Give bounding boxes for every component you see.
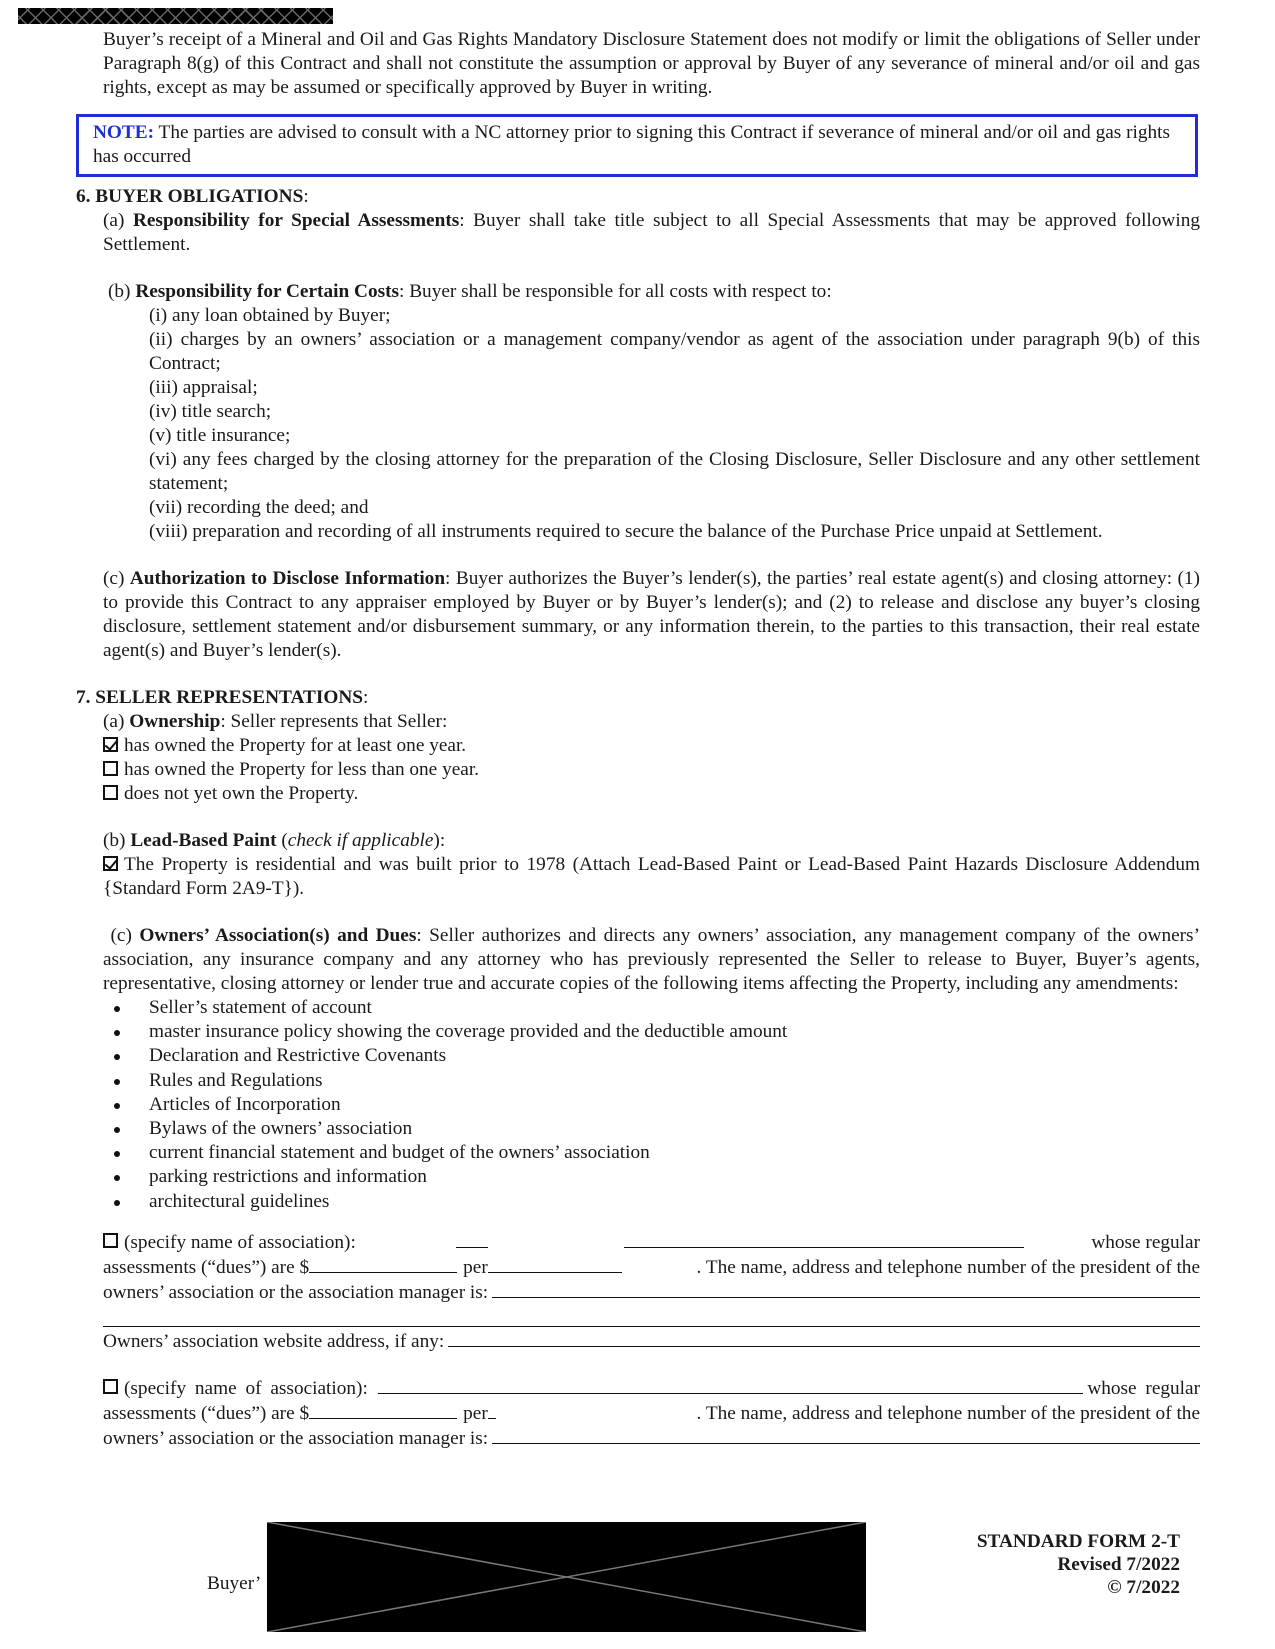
redacted-header bbox=[18, 8, 333, 24]
association-name-field[interactable] bbox=[456, 1230, 488, 1248]
section-7-heading: 7. SELLER REPRESENTATIONS: bbox=[76, 687, 369, 708]
association-name-field[interactable] bbox=[624, 1230, 1024, 1248]
association-block-1: (specify name of association): whose regular assessments (“dues”) are $ per . The name, address and telephone number of the president of the owners’ association or the association manager is: Owners’ association website address, if any: bbox=[103, 1231, 1200, 1352]
list-item: Seller’s statement of account bbox=[103, 996, 1200, 1020]
ownership-option[interactable]: has owned the Property for less than one year. bbox=[103, 758, 1200, 782]
cost-item: (vii) recording the deed; and bbox=[149, 497, 369, 518]
association-items-list bbox=[103, 996, 1200, 1214]
cost-item: (viii) preparation and recording of all instruments required to secure the balance of the Purchase Price unpaid at Settlement. bbox=[149, 521, 1103, 542]
redacted-initials-box bbox=[267, 1522, 866, 1632]
cost-item: (i) any loan obtained by Buyer; bbox=[149, 305, 391, 326]
list-item: Articles of Incorporation bbox=[103, 1093, 1200, 1117]
checkbox[interactable] bbox=[103, 761, 118, 776]
list-item: current financial statement and budget of the owners’ association bbox=[103, 1141, 1200, 1165]
association-block-2: (specify name of association): whose regular assessments (“dues”) are $ per . The name, address and telephone number of the president of the owners’ association or the association manager is: bbox=[103, 1377, 1200, 1449]
buyer-initials-label: Buyer’ bbox=[207, 1573, 262, 1594]
section-7a: (a) Ownership: Seller represents that Seller: bbox=[103, 711, 448, 732]
dues-amount-field[interactable] bbox=[309, 1255, 457, 1273]
list-item: master insurance policy showing the coverage provided and the deductible amount bbox=[103, 1020, 1200, 1044]
checkbox[interactable] bbox=[103, 1379, 118, 1394]
dues-period-field[interactable] bbox=[488, 1255, 622, 1273]
note-box bbox=[76, 114, 1198, 177]
intro-paragraph: Buyer’s receipt of a Mineral and Oil and Gas Rights Mandatory Disclosure Statement does not modify or limit the obligations of Seller under Paragraph 8(g) of this Contract and shall not constitute the assumption or approval by Buyer of any severance of mineral and/or oil and gas rights, except as may be assumed or specifically approved by Buyer in writing. bbox=[103, 29, 1200, 98]
cost-item: (vi) any fees charged by the closing attorney for the preparation of the Closing Disclosure, Seller Disclosure and any other settlement statement; bbox=[149, 449, 1200, 494]
checkbox[interactable] bbox=[103, 785, 118, 800]
form-identifier: STANDARD FORM 2-T Revised 7/2022 © 7/2022 bbox=[976, 1531, 1180, 1598]
ownership-option[interactable]: has owned the Property for at least one year. bbox=[103, 734, 1200, 758]
cost-item: (v) title insurance; bbox=[149, 425, 291, 446]
section-6a: (a) Responsibility for Special Assessments: Buyer shall take title subject to all Special Assessments that may be approved following Settlement. bbox=[103, 210, 1200, 255]
list-item: Declaration and Restrictive Covenants bbox=[103, 1044, 1200, 1068]
checkbox-checked[interactable] bbox=[103, 856, 118, 871]
dues-period-field[interactable] bbox=[488, 1401, 496, 1419]
section-6-heading: 6. BUYER OBLIGATIONS: bbox=[76, 186, 309, 207]
section-6b: (b) Responsibility for Certain Costs: Buyer shall be responsible for all costs with respect to: bbox=[108, 281, 832, 302]
note-label: NOTE: bbox=[93, 122, 155, 143]
note-text: The parties are advised to consult with a NC attorney prior to signing this Contract if severance of mineral and/or oil and gas rights has occurred bbox=[93, 122, 1171, 167]
lead-paint-option[interactable]: The Property is residential and was built prior to 1978 (Attach Lead-Based Paint or Lead-Based Paint Hazards Disclosure Addendum {Standard Form 2A9-T}). bbox=[103, 854, 1200, 899]
cost-item: (ii) charges by an owners’ association or a management company/vendor as agent of the association under paragraph 9(b) of this Contract; bbox=[149, 329, 1200, 374]
section-7c: (c) Owners’ Association(s) and Dues: Seller authorizes and directs any owners’ association, any management company of the owners’ association, any insurance company and any attorney who has previously represented the Seller to release to Buyer, Buyer’s agents, representative, closing attorney or lender true and accurate copies of the following items affecting the Property, including any amendments: bbox=[103, 925, 1200, 994]
section-7b: (b) Lead-Based Paint (check if applicable): bbox=[103, 830, 446, 851]
president-info-field[interactable] bbox=[492, 1280, 1200, 1298]
dues-amount-field[interactable] bbox=[309, 1401, 457, 1419]
section-6c: (c) Authorization to Disclose Information: Buyer authorizes the Buyer’s lender(s), the parties’ real estate agent(s) and closing attorney: (1) to provide this Contract to any appraiser employed by Buyer or by Buyer’s lender(s); and (2) to release and disclose any buyer’s closing disclosure, settlement statement and/or disbursement summary, or any information therein, to the parties to this transaction, their real estate agent(s) and Buyer’s lender(s). bbox=[103, 568, 1200, 661]
ownership-option[interactable]: does not yet own the Property. bbox=[103, 782, 1200, 806]
president-info-field-2[interactable] bbox=[103, 1305, 1200, 1327]
list-item: Rules and Regulations bbox=[103, 1069, 1200, 1093]
list-item: parking restrictions and information bbox=[103, 1165, 1200, 1189]
association-name-field[interactable] bbox=[378, 1376, 1083, 1394]
checkbox-checked[interactable] bbox=[103, 737, 118, 752]
cost-item: (iii) appraisal; bbox=[149, 377, 258, 398]
checkbox[interactable] bbox=[103, 1233, 118, 1248]
list-item: Bylaws of the owners’ association bbox=[103, 1117, 1200, 1141]
document-body bbox=[76, 28, 1200, 1451]
president-info-field[interactable] bbox=[492, 1426, 1200, 1444]
website-field[interactable] bbox=[448, 1329, 1200, 1347]
cost-item: (iv) title search; bbox=[149, 401, 272, 422]
list-item: architectural guidelines bbox=[103, 1190, 1200, 1214]
section-6b-items bbox=[149, 304, 1200, 544]
